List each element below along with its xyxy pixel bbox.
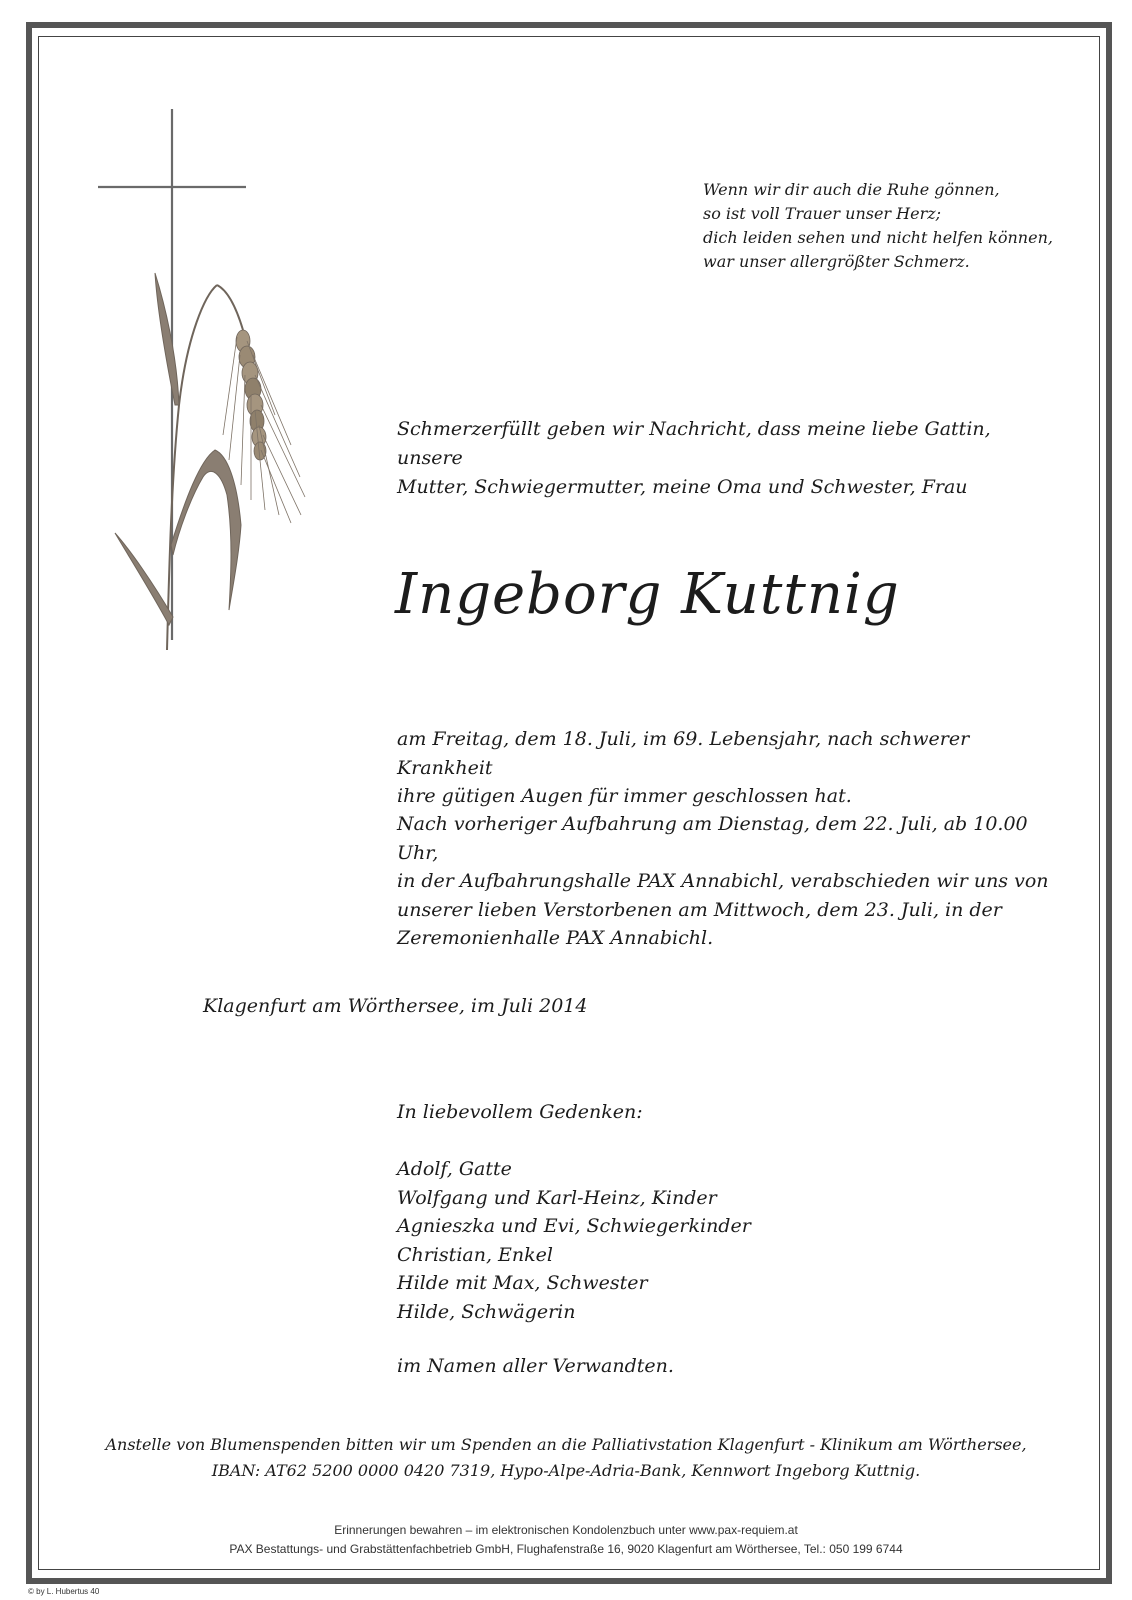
mourner-item: Christian, Enkel bbox=[397, 1243, 553, 1266]
donation-request bbox=[60, 1432, 1072, 1484]
footer-line-1: Erinnerungen bewahren – im elektronischen Kondolenzbuch unter www.pax-requiem.at bbox=[334, 1523, 798, 1537]
mourner-item: Adolf, Gatte bbox=[397, 1158, 512, 1180]
cross-wheat-illustration bbox=[95, 105, 325, 665]
donation-line-1: Anstelle von Blumenspenden bitten wir um Spenden an die Palliativstation Klagenfurt - Klinikum am Wörthersee, bbox=[105, 1435, 1027, 1454]
mourner-item: Hilde mit Max, Schwester bbox=[397, 1272, 648, 1294]
footer-line-2: PAX Bestattungs- und Grabstättenfachbetrieb GmbH, Flughafenstraße 16, 9020 Klagenfurt am Wörthersee, Tel.: 050 199 6744 bbox=[229, 1542, 903, 1556]
memory-heading: In liebevollem Gedenken: bbox=[397, 1101, 643, 1123]
mourner-item: Hilde, Schwägerin bbox=[397, 1300, 576, 1323]
memorial-quote: Wenn wir dir auch die Ruhe gönnen, so ist voll Trauer unser Herz; dich leiden sehen und nicht helfen können, war unser allergrößter Schmerz. bbox=[703, 180, 1053, 271]
copyright-note: © by L. Hubertus 40 bbox=[28, 1587, 100, 1596]
funeral-home-footer bbox=[60, 1521, 1072, 1559]
wheat-icon bbox=[115, 273, 305, 650]
funeral-details-text: Nach vorheriger Aufbahrung am Dienstag, dem 22. Juli, ab 10.00 Uhr, in der Aufbahrungshalle PAX Annabichl, verabschieden wir uns von unserer lieben Verstorbenen am Mittwoch, dem 23. Juli, in der Zeremonienhalle PAX Annabichl. bbox=[397, 813, 1049, 949]
place-and-date: Klagenfurt am Wörthersee, im Juli 2014 bbox=[203, 995, 588, 1017]
mourner-item: Wolfgang und Karl-Heinz, Kinder bbox=[397, 1186, 717, 1209]
closing-line: im Namen aller Verwandten. bbox=[397, 1355, 674, 1377]
death-notice-text: am Freitag, dem 18. Juli, im 69. Lebensjahr, nach schwerer Krankheit ihre gütigen Augen für immer geschlossen hat. bbox=[397, 728, 970, 807]
mourners-list bbox=[397, 1155, 751, 1326]
donation-line-2: IBAN: AT62 5200 0000 0420 7319, Hypo-Alpe-Adria-Bank, Kennwort Ingeborg Kuttnig. bbox=[211, 1461, 921, 1480]
mourner-item: Agnieszka und Evi, Schwiegerkinder bbox=[397, 1215, 751, 1237]
deceased-name: Ingeborg Kuttnig bbox=[395, 562, 900, 627]
announcement-intro: Schmerzerfüllt geben wir Nachricht, dass meine liebe Gattin, unsere Mutter, Schwiegermutter, meine Oma und Schwester, Frau bbox=[397, 418, 991, 498]
